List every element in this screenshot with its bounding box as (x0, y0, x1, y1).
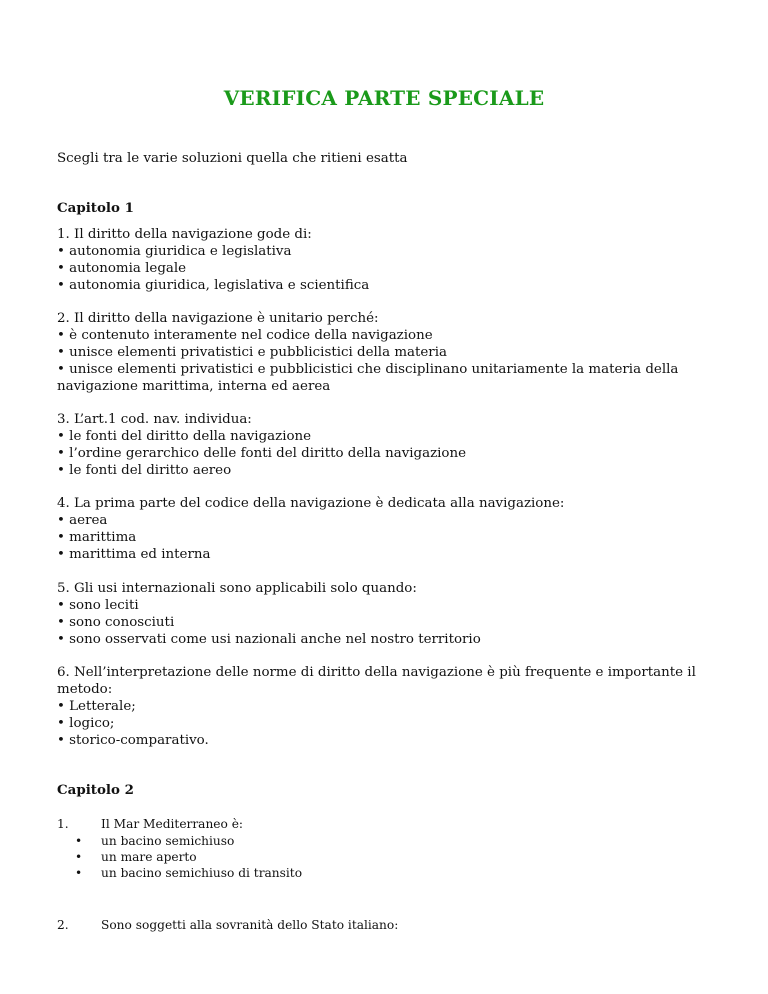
option: • marittima ed interna (57, 547, 211, 562)
bullet-icon: • (75, 850, 83, 864)
question-3: 3. L’art.1 cod. nav. individua: (57, 412, 252, 427)
question-1: 1. Il diritto della navigazione gode di: (57, 227, 312, 242)
option: • sono conosciuti (57, 615, 175, 630)
chapter-2-heading: Capitolo 2 (57, 782, 134, 798)
option: • storico-comparativo. (57, 733, 209, 748)
question-6-continuation: metodo: (57, 682, 113, 697)
question-5: 5. Gli usi internazionali sono applicabili solo quando: (57, 581, 417, 596)
bullet-icon: • (75, 834, 83, 848)
option: • aerea (57, 513, 108, 528)
option: un mare aperto (101, 850, 197, 864)
option: • marittima (57, 530, 137, 545)
question-number: 1. (57, 817, 69, 831)
question-6: 6. Nell’interpretazione delle norme di diritto della navigazione è più frequente e importante il (57, 665, 696, 680)
chapter-1-heading: Capitolo 1 (57, 200, 134, 216)
chapter-2-question-1: Il Mar Mediterraneo è: (101, 817, 244, 831)
option: • autonomia legale (57, 261, 187, 276)
option-continuation: navigazione marittima, interna ed aerea (57, 379, 331, 394)
option: • è contenuto interamente nel codice della navigazione (57, 328, 433, 343)
question-4: 4. La prima parte del codice della navigazione è dedicata alla navigazione: (57, 496, 565, 511)
document-title: VERIFICA PARTE SPECIALE (223, 86, 545, 110)
option: un bacino semichiuso (101, 834, 235, 848)
option: • Letterale; (57, 699, 136, 714)
option: • unisce elementi privatistici e pubblicistici che disciplinano unitariamente la materia della (57, 362, 679, 377)
intro-text: Scegli tra le varie soluzioni quella che ritieni esatta (57, 151, 408, 166)
option: • autonomia giuridica e legislativa (57, 244, 292, 259)
question-2: 2. Il diritto della navigazione è unitario perché: (57, 311, 379, 326)
option: • le fonti del diritto aereo (57, 463, 232, 478)
option: • sono osservati come usi nazionali anche nel nostro territorio (57, 632, 481, 647)
option: • logico; (57, 716, 115, 731)
option: un bacino semichiuso di transito (101, 866, 303, 880)
chapter-2-question-2: Sono soggetti alla sovranità dello Stato italiano: (101, 918, 399, 932)
option: • le fonti del diritto della navigazione (57, 429, 312, 444)
option: • unisce elementi privatistici e pubblicistici della materia (57, 345, 447, 360)
question-number: 2. (57, 918, 69, 932)
option: • autonomia giuridica, legislativa e scientifica (57, 278, 370, 293)
bullet-icon: • (75, 866, 83, 880)
option: • l’ordine gerarchico delle fonti del diritto della navigazione (57, 446, 467, 461)
option: • sono leciti (57, 598, 139, 613)
